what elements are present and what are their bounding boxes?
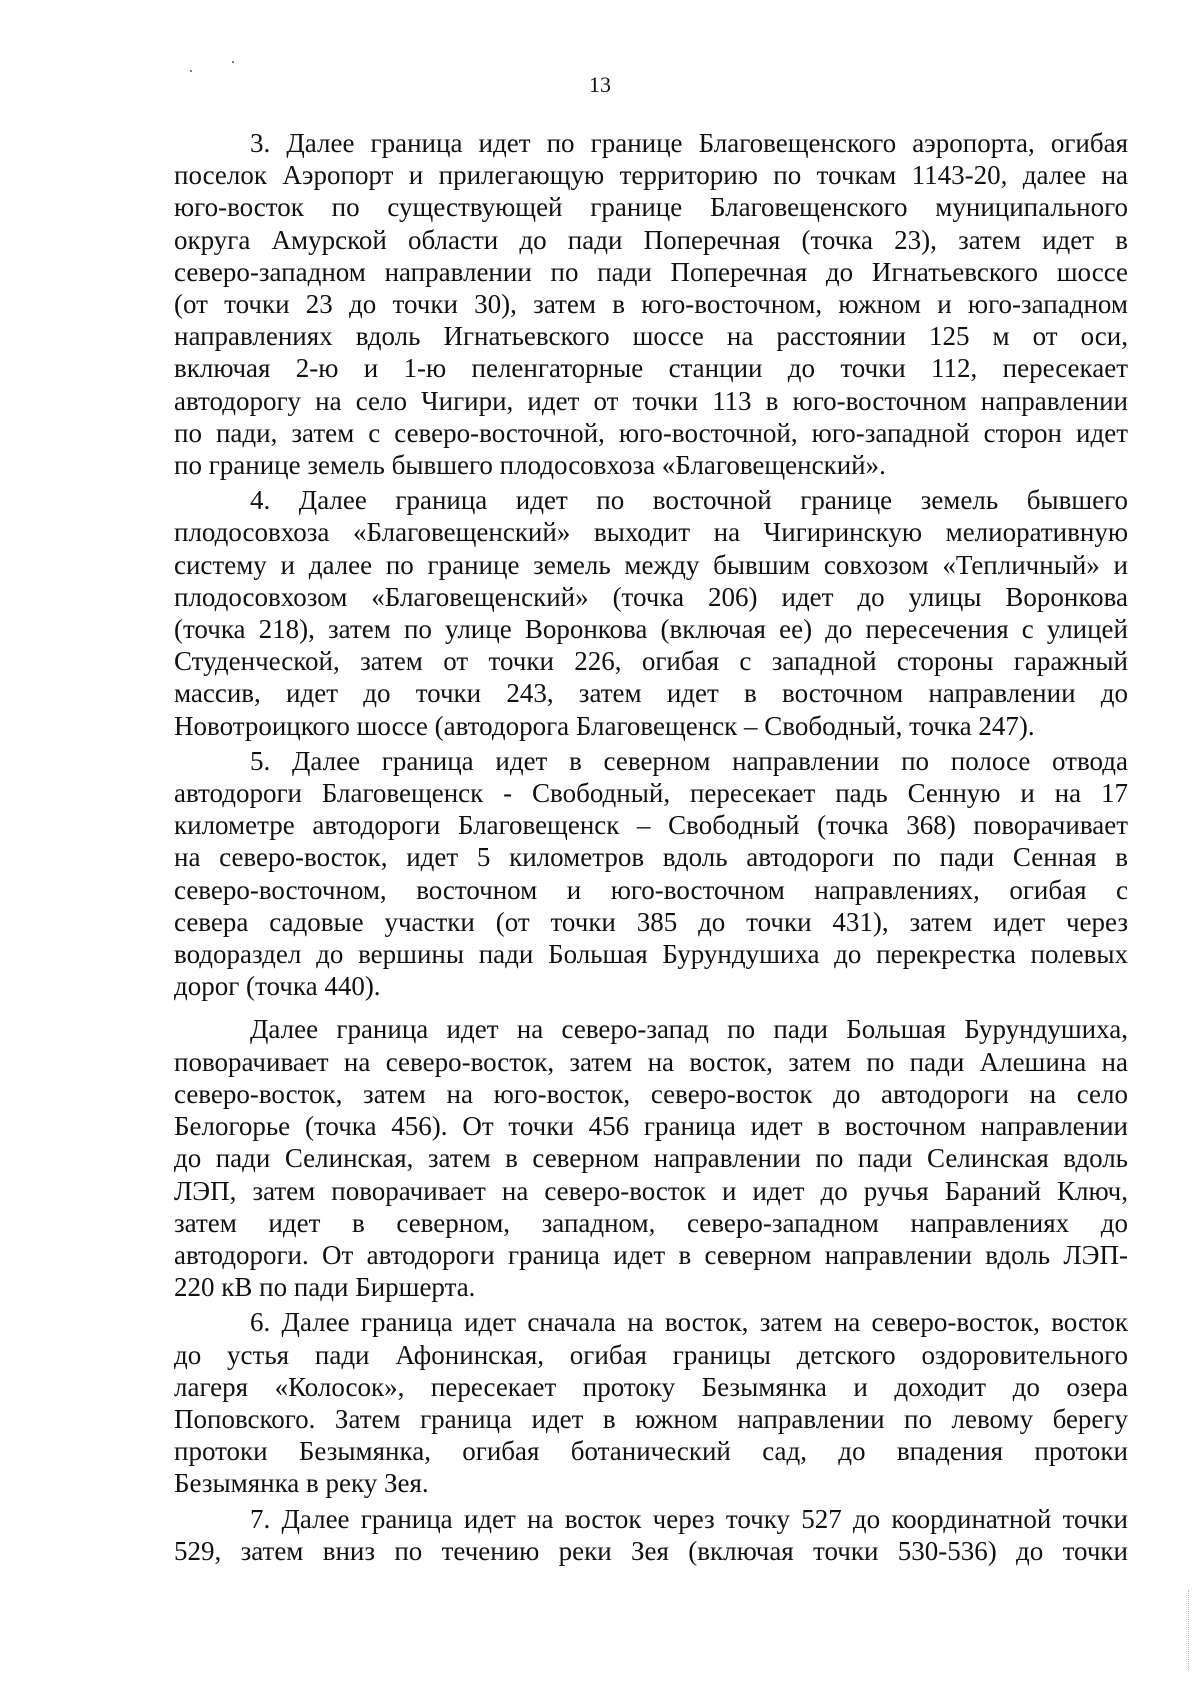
scan-speck (232, 61, 234, 63)
text-line: северо-западном направлении по пади Поперечная до Игнатьевского шоссе (174, 256, 1128, 287)
text-line: на северо-восток, идет 5 километров вдоль автодороги по пади Сенная в (174, 842, 1128, 873)
paragraph-4 (174, 484, 1128, 742)
text-line: до устья пади Афонинская, огибая границы детского оздоровительного (174, 1339, 1128, 1370)
text-line: Далее граница идет на северо-запад по пади Большая Бурундушиха, (250, 1014, 1128, 1045)
text-line: автодороги. От автодороги граница идет в северном направлении вдоль ЛЭП- (174, 1239, 1128, 1270)
text-line: северо-восток, затем на юго-восток, северо-восток до автодороги на село (174, 1078, 1128, 1109)
document-body (174, 127, 1128, 1567)
text-line: систему и далее по границе земель между бывшим совхозом «Тепличный» и (174, 549, 1128, 580)
text-line: по границе земель бывшего плодосовхоза «Благовещенский». (174, 450, 886, 481)
text-line: северо-восточном, восточном и юго-восточном направлениях, огибая с (174, 874, 1128, 905)
text-line: плодосовхоза «Благовещенский» выходит на Чигиринскую мелиоративную (174, 517, 1128, 548)
text-line: автодорогу на село Чигири, идет от точки 113 в юго-восточном направлении (174, 385, 1128, 416)
text-line: поворачивает на северо-восток, затем на восток, затем по пади Алешина на (174, 1046, 1128, 1077)
text-line: юго-восток по существующей границе Благовещенского муниципального (174, 192, 1128, 223)
text-line: километре автодороги Благовещенск – Свободный (точка 368) поворачивает (174, 810, 1128, 841)
text-line: водораздел до вершины пади Большая Бурундушиха до перекрестка полевых (174, 939, 1128, 970)
text-line: округа Амурской области до пади Поперечная (точка 23), затем идет в (174, 224, 1128, 255)
text-line: севера садовые участки (от точки 385 до точки 431), затем идет через (174, 906, 1128, 937)
paragraph-6 (174, 1306, 1128, 1499)
text-line: 3. Далее граница идет по границе Благовещенского аэропорта, огибая (250, 128, 1128, 158)
text-line: 220 кВ по пади Биршерта. (174, 1272, 476, 1303)
text-line: дорог (точка 440). (174, 971, 381, 1002)
text-line: (точка 218), затем по улице Воронкова (включая ее) до пересечения с улицей (174, 614, 1128, 645)
scan-edge-marks (1188, 1590, 1191, 1670)
text-line: Поповского. Затем граница идет в южном направлении по левому берегу (174, 1403, 1128, 1434)
text-line: 4. Далее граница идет по восточной границе земель бывшего (250, 485, 1128, 516)
page-number: 13 (589, 72, 611, 97)
text-line: 5. Далее граница идет в северном направлении по полосе отвода (250, 745, 1128, 776)
text-line: Новотроицкого шоссе (автодорога Благовещенск – Свободный, точка 247). (174, 710, 1035, 741)
paragraph-7 (174, 1503, 1128, 1567)
text-line: направлениях вдоль Игнатьевского шоссе на расстоянии 125 м от оси, (174, 321, 1128, 352)
text-line: 7. Далее граница идет на восток через точку 527 до координатной точки (250, 1503, 1128, 1534)
text-line: Студенческой, затем от точки 226, огибая с западной стороны гаражный (174, 646, 1128, 677)
paragraph-5 (174, 745, 1128, 1003)
text-line: 6. Далее граница идет сначала на восток, затем на северо-восток, восток (250, 1307, 1128, 1338)
text-line: включая 2-ю и 1-ю пеленгаторные станции до точки 112, пересекает (174, 353, 1128, 384)
text-line: Безымянка в реку Зея. (174, 1468, 429, 1499)
text-line: 529, затем вниз по течению реки Зея (включая точки 530-536) до точки (174, 1535, 1128, 1566)
text-line: затем идет в северном, западном, северо-западном направлениях до (174, 1207, 1128, 1238)
text-line: плодосовхозом «Благовещенский» (точка 206) идет до улицы Воронкова (174, 581, 1128, 612)
paragraph-3 (174, 127, 1128, 481)
text-line: по пади, затем с северо-восточной, юго-восточной, юго-западной сторон идет (174, 417, 1128, 448)
text-line: поселок Аэропорт и прилегающую территорию по точкам 1143-20, далее на (174, 160, 1128, 191)
text-line: протоки Безымянка, огибая ботанический сад, до впадения протоки (174, 1436, 1128, 1467)
text-line: массив, идет до точки 243, затем идет в восточном направлении до (174, 678, 1128, 709)
text-line: Белогорье (точка 456). От точки 456 граница идет в восточном направлении (174, 1111, 1128, 1142)
text-line: лагеря «Колосок», пересекает протоку Безымянка и доходит до озера (174, 1371, 1128, 1402)
text-line: ЛЭП, затем поворачивает на северо-восток и идет до ручья Бараний Ключ, (174, 1175, 1128, 1206)
text-line: автодороги Благовещенск - Свободный, пересекает падь Сенную и на 17 (174, 778, 1128, 809)
paragraph-5-continued (174, 1013, 1128, 1303)
text-line: до пади Селинская, затем в северном направлении по пади Селинская вдоль (174, 1143, 1128, 1174)
text-line: (от точки 23 до точки 30), затем в юго-восточном, южном и юго-западном (174, 289, 1128, 320)
